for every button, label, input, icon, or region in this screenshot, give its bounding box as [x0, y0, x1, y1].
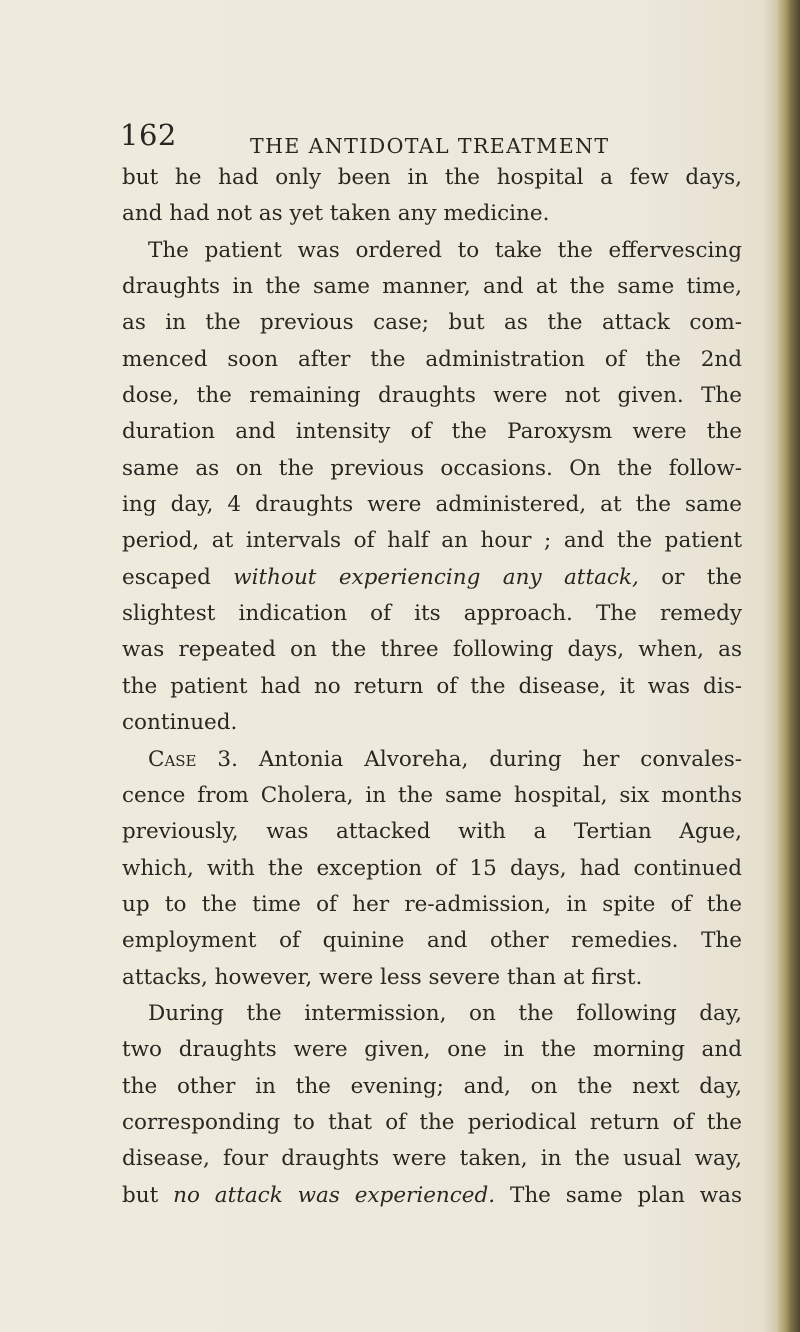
running-head: THE ANTIDOTAL TREATMENT	[250, 134, 610, 158]
page-edge-shadow	[764, 0, 778, 1332]
text-line: the other in the evening; and, on the next day,	[122, 1073, 742, 1099]
text-line: The patient was ordered to take the effervescing	[148, 237, 742, 263]
text-line: corresponding to that of the periodical return of the	[122, 1109, 742, 1135]
text-run: Antonia Alvoreha, during her convales-	[237, 746, 742, 772]
text-line: which, with the exception of 15 days, had continued	[122, 855, 742, 881]
text-line: continued.	[122, 710, 238, 736]
text-line: was repeated on the three following days, when, as	[122, 637, 742, 663]
text-line: menced soon after the administration of the 2nd	[122, 346, 742, 372]
page-edge	[778, 0, 800, 1332]
text-line	[122, 560, 742, 596]
text-line: slightest indication of its approach. The remedy	[122, 601, 742, 627]
text-line: dose, the remaining draughts were not given. The	[122, 383, 742, 409]
text-line: up to the time of her re-admission, in spite of the	[122, 891, 742, 917]
italic-text-run: without experiencing any attack,	[233, 564, 639, 590]
text-line: the patient had no return of the disease, it was dis-	[122, 673, 742, 699]
body-text	[122, 160, 742, 1214]
case-heading: Case 3.	[148, 746, 238, 772]
text-run: The same plan was	[495, 1182, 742, 1208]
text-line	[122, 742, 742, 778]
text-line: same as on the previous occasions. On the follow-	[122, 455, 742, 481]
text-line: ing day, 4 draughts were administered, at the same	[122, 492, 742, 518]
text-line: period, at intervals of half an hour ; and the patient	[122, 528, 742, 554]
page-number: 162	[120, 118, 177, 152]
text-line: but he had only been in the hospital a few days,	[122, 165, 742, 190]
text-run: but	[122, 1182, 174, 1208]
text-run: escaped	[122, 564, 234, 590]
text-line: as in the previous case; but as the attack com-	[122, 310, 742, 336]
text-line: employment of quinine and other remedies. The	[122, 928, 742, 954]
text-run: or the	[638, 564, 743, 590]
text-line: attacks, however, were less severe than at first.	[122, 964, 643, 990]
text-line: disease, four draughts were taken, in the usual way,	[122, 1146, 742, 1172]
text-line	[122, 1178, 742, 1214]
text-line: draughts in the same manner, and at the same time,	[122, 274, 742, 300]
italic-text-run: no attack was experienced.	[173, 1182, 496, 1208]
text-line: previously, was attacked with a Tertian Ague,	[122, 819, 742, 845]
text-line: duration and intensity of the Paroxysm were the	[122, 419, 742, 445]
text-line: two draughts were given, one in the morning and	[122, 1037, 742, 1063]
text-line: and had not as yet taken any medicine.	[122, 201, 550, 227]
text-line: cence from Cholera, in the same hospital, six months	[122, 782, 742, 808]
text-line: During the intermission, on the following day,	[148, 1000, 742, 1026]
